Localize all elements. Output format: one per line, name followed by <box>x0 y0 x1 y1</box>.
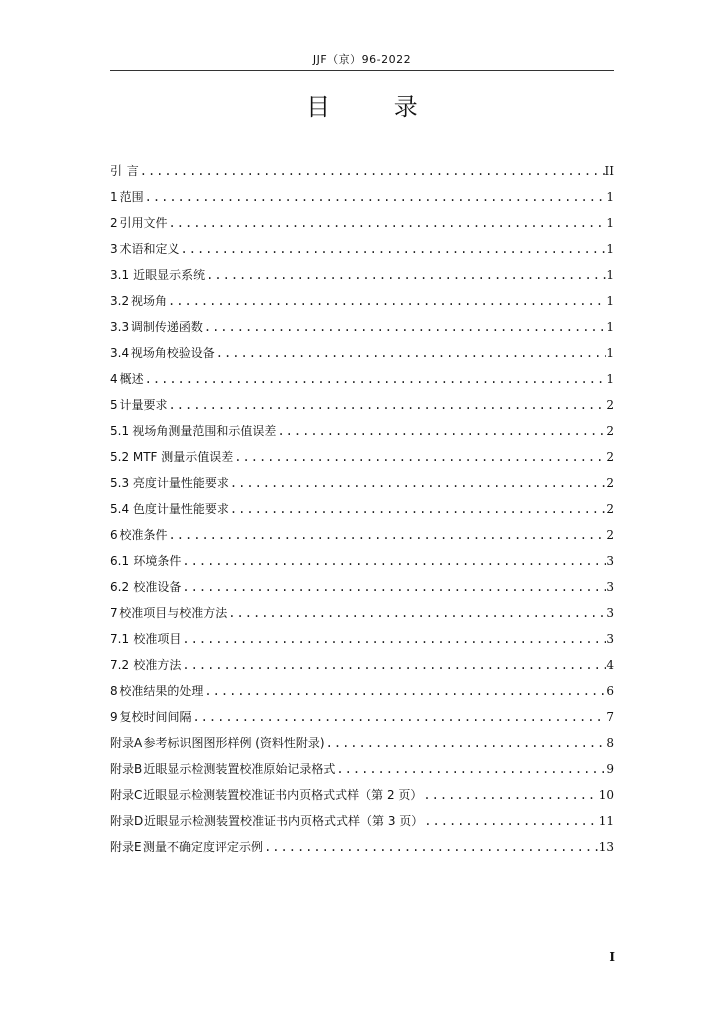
toc-entry-page: 3 <box>606 580 614 594</box>
toc-leader-dots <box>144 366 607 392</box>
toc-entry-title: 复校时间间隔 <box>119 710 192 724</box>
toc-entry[interactable] <box>110 262 614 288</box>
toc-leader-dots <box>205 262 606 288</box>
toc-entry-title: 校准项目与校准方法 <box>119 606 228 620</box>
toc-entry-page: 2 <box>606 398 614 412</box>
toc-entry-page: II <box>604 164 614 178</box>
toc-entry-title: 测量不确定度评定示例 <box>143 840 264 854</box>
toc-entry-title: 校准设备 <box>133 580 182 594</box>
toc-leader-dots <box>276 418 606 444</box>
toc-entry[interactable] <box>110 314 614 340</box>
toc-entry-title: 范围 <box>119 190 144 204</box>
toc-entry-number: 5 <box>110 398 118 412</box>
toc-entry-number: 5.4 <box>110 502 130 516</box>
toc-entry[interactable] <box>110 288 614 314</box>
toc-entry-page: 1 <box>606 242 614 256</box>
toc-entry-page: 1 <box>606 216 614 230</box>
toc-entry-title: 校准方法 <box>133 658 182 672</box>
toc-leader-dots <box>181 652 606 678</box>
toc-entry-title: 亮度计量性能要求 <box>132 476 229 490</box>
page-title: 目 录 <box>306 93 446 121</box>
toc-entry-page: 2 <box>606 450 614 464</box>
toc-entry[interactable] <box>110 574 614 600</box>
toc-entry-title: 校准条件 <box>119 528 168 542</box>
toc-entry[interactable] <box>110 210 614 236</box>
toc-entry-page: 3 <box>606 554 614 568</box>
toc-entry[interactable] <box>110 548 614 574</box>
toc-entry-title: 校准项目 <box>133 632 182 646</box>
toc-entry[interactable] <box>110 184 614 210</box>
toc-leader-dots <box>139 158 605 184</box>
toc-entry-title: 参考标识图图形样例 (资料性附录) <box>143 736 325 750</box>
toc-entry-title: 校准结果的处理 <box>119 684 204 698</box>
toc-leader-dots <box>423 808 598 834</box>
toc-entry-page: 1 <box>606 372 614 386</box>
toc-entry-page: 1 <box>606 294 614 308</box>
toc-leader-dots <box>168 210 607 236</box>
toc-leader-dots <box>180 236 607 262</box>
toc-leader-dots <box>422 782 598 808</box>
toc-entry-title: 视场角校验设备 <box>130 346 215 360</box>
toc-entry-number: 5.1 <box>110 424 130 438</box>
toc-entry[interactable] <box>110 522 614 548</box>
toc-entry-page: 2 <box>606 476 614 490</box>
toc-leader-dots <box>181 548 606 574</box>
toc-entry-number: 3 <box>110 242 118 256</box>
toc-entry[interactable] <box>110 652 614 678</box>
toc-entry-page: 10 <box>598 788 614 802</box>
toc-entry[interactable] <box>110 834 614 860</box>
toc-entry-page: 13 <box>598 840 614 854</box>
toc-entry-number: 7.2 <box>110 658 130 672</box>
toc-entry-page: 3 <box>606 606 614 620</box>
toc-leader-dots <box>335 756 606 782</box>
toc-leader-dots <box>263 834 599 860</box>
toc-entry-page: 6 <box>606 684 614 698</box>
toc-entry[interactable] <box>110 600 614 626</box>
toc-entry-number: 6 <box>110 528 118 542</box>
toc-entry[interactable] <box>110 808 614 834</box>
toc-leader-dots <box>203 678 606 704</box>
toc-entry-number: 附录E <box>110 840 142 854</box>
toc-entry-page: 2 <box>606 502 614 516</box>
toc-entry-title: 近眼显示检测装置校准原始记录格式 <box>143 762 336 776</box>
toc-leader-dots <box>191 704 606 730</box>
toc-leader-dots <box>233 444 606 470</box>
toc-entry[interactable] <box>110 444 614 470</box>
toc-entry-page: 9 <box>606 762 614 776</box>
toc-entry-number: 2 <box>110 216 118 230</box>
toc-entry-title: 视场角测量范围和示值误差 <box>132 424 277 438</box>
toc-entry-number: 7 <box>110 606 118 620</box>
toc-leader-dots <box>229 470 606 496</box>
toc-entry-title: 近眼显示检测装置校准证书内页格式式样（第 3 页） <box>144 814 424 828</box>
toc-entry-page: 3 <box>606 632 614 646</box>
toc-entry-number: 3.1 <box>110 268 130 282</box>
toc-entry[interactable] <box>110 626 614 652</box>
toc-entry-title: 环境条件 <box>133 554 182 568</box>
table-of-contents <box>110 158 614 860</box>
toc-entry[interactable] <box>110 366 614 392</box>
toc-entry-number: 6.2 <box>110 580 130 594</box>
toc-entry-title: 视场角 <box>131 294 168 308</box>
toc-entry-title: MTF 测量示值误差 <box>132 450 234 464</box>
toc-entry-page: 11 <box>598 814 614 828</box>
toc-entry-number: 8 <box>110 684 118 698</box>
toc-entry-page: 2 <box>606 528 614 542</box>
toc-entry-number: 7.1 <box>110 632 130 646</box>
toc-entry-title: 调制传递函数 <box>130 320 203 334</box>
toc-entry-number: 4 <box>110 372 118 386</box>
toc-entry-title: 近眼显示检测装置校准证书内页格式式样（第 2 页） <box>143 788 423 802</box>
toc-entry[interactable] <box>110 730 614 756</box>
toc-entry-number: 1 <box>110 190 118 204</box>
toc-entry-number: 6.1 <box>110 554 130 568</box>
toc-leader-dots <box>168 522 607 548</box>
toc-entry-title: 言 <box>126 164 139 178</box>
toc-entry-page: 8 <box>606 736 614 750</box>
toc-leader-dots <box>229 496 606 522</box>
toc-entry-title: 术语和定义 <box>119 242 180 256</box>
toc-entry-number: 3.2 <box>110 294 130 308</box>
toc-entry-page: 1 <box>606 320 614 334</box>
toc-entry-page: 4 <box>606 658 614 672</box>
toc-leader-dots <box>227 600 606 626</box>
toc-entry-title: 引用文件 <box>119 216 168 230</box>
toc-entry-page: 1 <box>606 190 614 204</box>
toc-entry-number: 3.4 <box>110 346 130 360</box>
toc-leader-dots <box>168 392 607 418</box>
toc-entry[interactable] <box>110 236 614 262</box>
toc-leader-dots <box>181 626 606 652</box>
toc-leader-dots <box>325 730 607 756</box>
toc-leader-dots <box>167 288 606 314</box>
toc-entry[interactable] <box>110 340 614 366</box>
toc-entry[interactable] <box>110 470 614 496</box>
toc-entry-title: 近眼显示系统 <box>133 268 206 282</box>
toc-entry-number: 5.3 <box>110 476 130 490</box>
toc-entry-number: 3.3 <box>110 320 130 334</box>
toc-entry-page: 7 <box>606 710 614 724</box>
toc-entry-title: 计量要求 <box>119 398 168 412</box>
toc-entry[interactable] <box>110 782 614 808</box>
page-number: I <box>609 950 615 964</box>
toc-leader-dots <box>215 340 607 366</box>
toc-entry[interactable] <box>110 496 614 522</box>
document-header: JJF（京）96-2022 <box>110 50 614 71</box>
toc-entry[interactable] <box>110 418 614 444</box>
toc-entry-page: 1 <box>606 346 614 360</box>
toc-entry[interactable] <box>110 756 614 782</box>
toc-leader-dots <box>144 184 607 210</box>
toc-leader-dots <box>203 314 607 340</box>
toc-entry-title: 色度计量性能要求 <box>132 502 229 516</box>
toc-entry[interactable] <box>110 678 614 704</box>
toc-entry-page: 1 <box>606 268 614 282</box>
toc-entry-number: 附录B <box>110 762 143 776</box>
toc-entry-number: 9 <box>110 710 118 724</box>
toc-entry-page: 2 <box>606 424 614 438</box>
toc-entry-number: 引 <box>110 164 123 178</box>
toc-entry[interactable] <box>110 704 614 730</box>
toc-entry-number: 附录A <box>110 736 143 750</box>
toc-entry-title: 概述 <box>119 372 144 386</box>
toc-entry-number: 5.2 <box>110 450 130 464</box>
toc-leader-dots <box>181 574 606 600</box>
toc-entry-number: 附录D <box>110 814 144 828</box>
toc-entry-number: 附录C <box>110 788 143 802</box>
toc-entry[interactable] <box>110 158 614 184</box>
toc-entry[interactable] <box>110 392 614 418</box>
